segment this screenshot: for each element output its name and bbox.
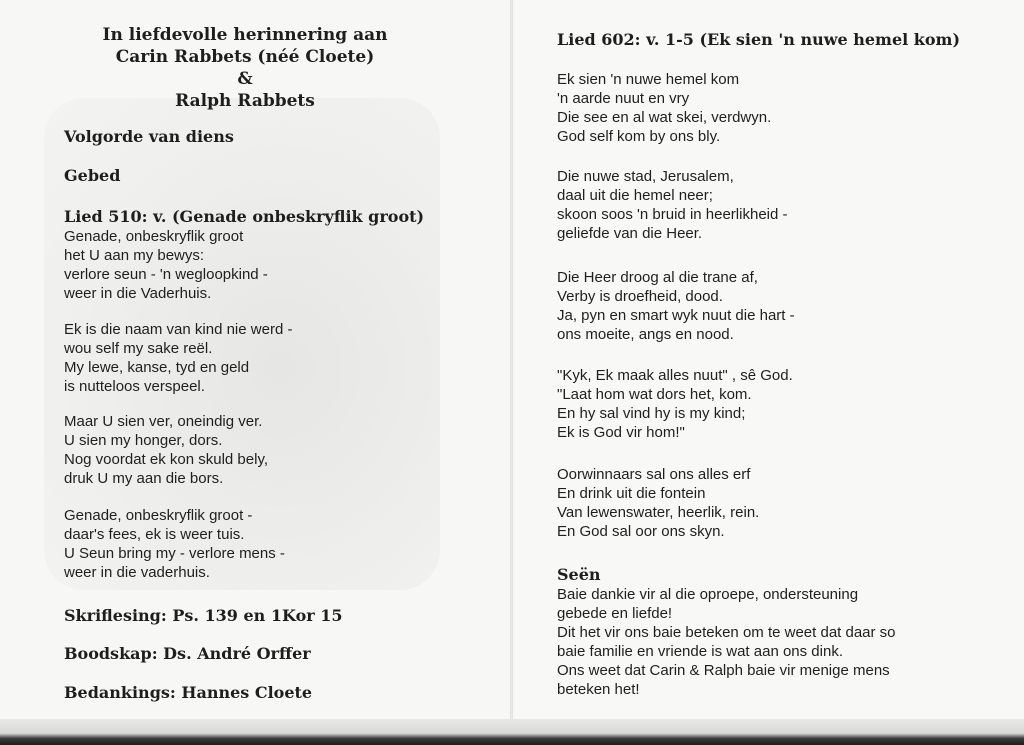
verse-line: "Kyk, Ek maak alles nuut" , sê God. bbox=[557, 367, 793, 384]
hymn-510-stanza-1 bbox=[64, 227, 268, 303]
verse-line: ons moeite, angs en nood. bbox=[557, 326, 734, 343]
blessing-line: Baie dankie vir al die oproepe, ondersteuning bbox=[557, 586, 859, 603]
hymn-602-stanza-1 bbox=[557, 70, 771, 146]
verse-line: U sien my honger, dors. bbox=[64, 432, 223, 449]
hymn-510-stanza-3 bbox=[64, 412, 268, 488]
verse-line: Genade, onbeskryflik groot bbox=[64, 228, 244, 245]
heading-line-4: Ralph Rabbets bbox=[175, 91, 315, 111]
verse-line: Verby is droefheid, dood. bbox=[557, 288, 723, 305]
verse-line: daal uit die hemel neer; bbox=[557, 187, 713, 204]
verse-line: Ek is die naam van kind nie werd - bbox=[64, 321, 293, 338]
verse-line: het U aan my bewys: bbox=[64, 247, 205, 264]
scan-bottom-edge bbox=[0, 719, 1024, 745]
hymn-510-stanza-4 bbox=[64, 506, 285, 582]
hymn-602-stanza-5 bbox=[557, 465, 759, 541]
verse-line: En hy sal vind hy is my kind; bbox=[557, 405, 746, 422]
memorial-heading bbox=[60, 24, 430, 112]
hymn-602-stanza-2 bbox=[557, 167, 788, 243]
verse-line: Maar U sien ver, oneindig ver. bbox=[64, 413, 263, 430]
verse-line: Die see en al wat skei, verdwyn. bbox=[557, 109, 772, 126]
heading-line-2: Carin Rabbets (néé Cloete) bbox=[115, 47, 375, 67]
acknowledgements: Bedankings: Hannes Cloete bbox=[64, 683, 313, 702]
verse-line: U Seun bring my - verlore mens - bbox=[64, 545, 285, 562]
scripture-reading: Skriflesing: Ps. 139 en 1Kor 15 bbox=[64, 606, 343, 625]
blessing-title: Seën bbox=[557, 565, 601, 584]
hymn-510-title: Lied 510: v. (Genade onbeskryflik groot) bbox=[64, 207, 425, 226]
verse-line: God self kom by ons bly. bbox=[557, 128, 721, 145]
hymn-602-title: Lied 602: v. 1-5 (Ek sien 'n nuwe hemel kom) bbox=[557, 30, 961, 49]
verse-line: En God sal oor ons skyn. bbox=[557, 523, 725, 540]
verse-line: wou self my sake reël. bbox=[64, 340, 213, 357]
page-fold bbox=[510, 0, 513, 745]
verse-line: 'n aarde nuut en vry bbox=[557, 90, 690, 107]
verse-line: weer in die Vaderhuis. bbox=[64, 285, 212, 302]
verse-line: geliefde van die Heer. bbox=[557, 225, 703, 242]
verse-line: "Laat hom wat dors het, kom. bbox=[557, 386, 752, 403]
verse-line: verlore seun - 'n wegloopkind - bbox=[64, 266, 268, 283]
verse-line: Ja, pyn en smart wyk nuut die hart - bbox=[557, 307, 795, 324]
order-of-service-title: Volgorde van diens bbox=[64, 127, 234, 146]
blessing-line: beteken het! bbox=[557, 681, 640, 698]
hymn-510-stanza-2 bbox=[64, 320, 292, 396]
verse-line: daar's fees, ek is weer tuis. bbox=[64, 526, 245, 543]
verse-line: druk U my aan die bors. bbox=[64, 470, 224, 487]
verse-line: Van lewenswater, heerlik, rein. bbox=[557, 504, 760, 521]
verse-line: Die Heer droog al die trane af, bbox=[557, 269, 758, 286]
prayer-heading: Gebed bbox=[64, 166, 121, 185]
verse-line: is nutteloos verspeel. bbox=[64, 378, 205, 395]
heading-line-1: In liefdevolle herinnering aan bbox=[102, 25, 388, 45]
blessing-line: gebede en liefde! bbox=[557, 605, 673, 622]
hymn-602-stanza-3 bbox=[557, 268, 795, 344]
sermon-message: Boodskap: Ds. André Orffer bbox=[64, 644, 311, 663]
verse-line: Nog voordat ek kon skuld bely, bbox=[64, 451, 269, 468]
verse-line: Genade, onbeskryflik groot - bbox=[64, 507, 253, 524]
hymn-602-stanza-4 bbox=[557, 366, 793, 442]
verse-line: Die nuwe stad, Jerusalem, bbox=[557, 168, 734, 185]
verse-line: My lewe, kanse, tyd en geld bbox=[64, 359, 250, 376]
verse-line: Ek sien 'n nuwe hemel kom bbox=[557, 71, 740, 88]
verse-line: weer in die vaderhuis. bbox=[64, 564, 210, 581]
heading-line-3: & bbox=[237, 69, 253, 89]
blessing-line: baie familie en vriende is wat aan ons dink. bbox=[557, 643, 843, 660]
blessing-text bbox=[557, 585, 896, 699]
right-page bbox=[512, 0, 1024, 745]
blessing-line: Ons weet dat Carin & Ralph baie vir menige mens bbox=[557, 662, 890, 679]
verse-line: skoon soos 'n bruid in heerlikheid - bbox=[557, 206, 788, 223]
verse-line: En drink uit die fontein bbox=[557, 485, 706, 502]
blessing-line: Dit het vir ons baie beteken om te weet dat daar so bbox=[557, 624, 896, 641]
verse-line: Oorwinnaars sal ons alles erf bbox=[557, 466, 751, 483]
verse-line: Ek is God vir hom!" bbox=[557, 424, 685, 441]
